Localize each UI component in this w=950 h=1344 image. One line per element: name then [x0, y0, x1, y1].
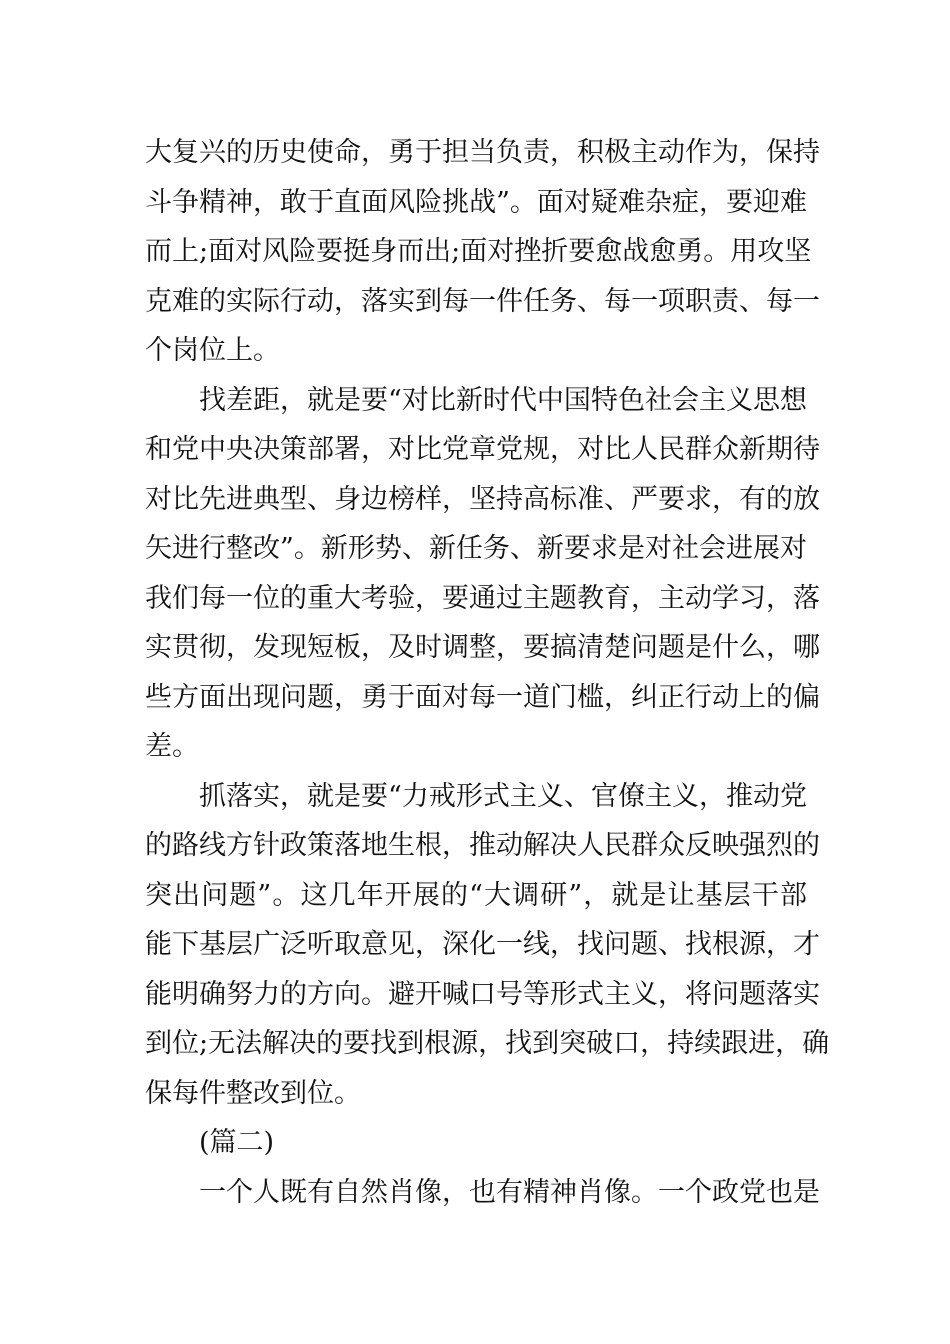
text-line: 我们每一位的重大考验，要通过主题教育，主动学习，落	[145, 582, 820, 614]
text-line: 到位;无法解决的要找到根源，找到突破口，持续跟进，确	[145, 1028, 830, 1059]
text-line: 大复兴的历史使命，勇于担当负责，积极主动作为，保持	[145, 137, 820, 168]
text-line: 能下基层广泛听取意见，深化一线，找问题、找根源，才	[145, 929, 820, 960]
text-line: 能明确努力的方向。避开喊口号等形式主义，将问题落实	[145, 978, 820, 1010]
text-line: 找差距，就是要“对比新时代中国特色社会主义思想	[199, 384, 807, 416]
text-line: 和党中央决策部署，对比党章党规，对比人民群众新期待	[145, 434, 820, 465]
text-line: 斗争精神，敢于直面风险挑战”。面对疑难杂症，要迎难	[145, 186, 807, 218]
paragraph-find-gaps	[145, 376, 820, 772]
text-line: 而上;面对风险要挺身而出;面对挫折要愈战愈勇。用攻坚	[145, 236, 812, 267]
text-line: 抓落实，就是要“力戒形式主义、官僚主义，推动党	[199, 780, 807, 812]
document-body	[145, 128, 830, 1217]
text-line: 矢进行整改”。新形势、新任务、新要求是对社会进展对	[145, 533, 807, 564]
text-line: 实贯彻，发现短板，及时调整，要搞清楚问题是什么，哪	[145, 632, 820, 663]
text-line: 个岗位上。	[145, 335, 280, 366]
text-line: 差。	[145, 731, 199, 762]
text-line: 克难的实际行动，落实到每一件任务、每一项职责、每一	[145, 285, 820, 317]
text-line: 些方面出现问题，勇于面对每一道门槛，纠正行动上的偏	[145, 681, 820, 713]
section-label: (篇二)	[199, 1127, 275, 1158]
text-line: 一个人既有自然肖像，也有精神肖像。一个政党也是	[199, 1176, 820, 1208]
text-line: 突出问题”。这几年开展的“大调研”，就是让基层干部	[145, 879, 807, 911]
paragraph-continuation	[145, 128, 820, 376]
text-line: 对比先进典型、身边榜样，坚持高标准、严要求，有的放	[145, 483, 820, 515]
text-line: 的路线方针政策落地生根，推动解决人民群众反映强烈的	[145, 830, 820, 861]
paragraph-portrait	[145, 1168, 820, 1218]
text-line: 保每件整改到位。	[145, 1077, 361, 1109]
paragraph-implementation	[145, 772, 830, 1119]
section-heading	[145, 1118, 807, 1168]
